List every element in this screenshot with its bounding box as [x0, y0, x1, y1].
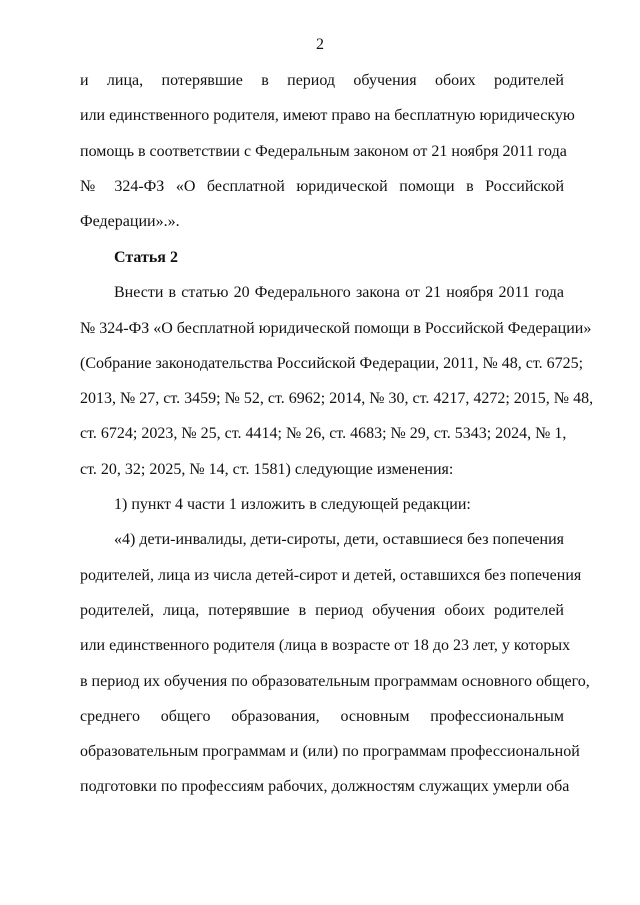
text-line: или единственного родителя, имеют право на бесплатную юридическую: [80, 107, 575, 125]
text-line: № 324-ФЗ «О бесплатной юридической помощи в Российской Федерации»: [80, 319, 592, 337]
text-line: ст. 6724; 2023, № 25, ст. 4414; № 26, ст. 4683; № 29, ст. 5343; 2024, № 1,: [80, 425, 567, 443]
text-line: Федерации».».: [80, 213, 180, 231]
text-line: подготовки по профессиям рабочих, должностям служащих умерли оба: [80, 778, 570, 796]
text-line: 2013, № 27, ст. 3459; № 52, ст. 6962; 2014, № 30, ст. 4217, 4272; 2015, № 48,: [80, 390, 594, 408]
article-2: [80, 240, 594, 805]
item-1: 1) пункт 4 части 1 изложить в следующей редакции:: [114, 496, 471, 514]
text-line: Внести в статью 20 Федерального закона от 21 ноября 2011 года: [114, 284, 564, 302]
text-line: среднего общего образования, основным профессиональным: [80, 707, 564, 725]
text-line: и лица, потерявшие в период обучения обоих родителей: [80, 72, 564, 89]
article-heading: Статья 2: [114, 249, 178, 266]
text-line: № 324-ФЗ «О бесплатной юридической помощи в Российской: [80, 177, 564, 195]
text-line: или единственного родителя (лица в возрасте от 18 до 23 лет, у которых: [80, 637, 571, 655]
text-line: родителей, лица из числа детей-сирот и детей, оставшихся без попечения: [80, 566, 582, 584]
text-line: в период их обучения по образовательным программам основного общего,: [80, 672, 590, 690]
text-line: ст. 20, 32; 2025, № 14, ст. 1581) следующие изменения:: [80, 460, 454, 478]
paragraph-intro: [80, 63, 575, 239]
text-line: «4) дети-инвалиды, дети-сироты, дети, оставшиеся без попечения: [114, 531, 564, 549]
text-line: (Собрание законодательства Российской Федерации, 2011, № 48, ст. 6725;: [80, 354, 584, 372]
text-line: родителей, лица, потерявшие в период обучения обоих родителей: [80, 601, 564, 619]
text-line: образовательным программам и (или) по программам профессиональной: [80, 743, 580, 761]
text-line: помощь в соответствии с Федеральным законом от 21 ноября 2011 года: [80, 142, 567, 160]
page-number: 2: [316, 36, 324, 53]
